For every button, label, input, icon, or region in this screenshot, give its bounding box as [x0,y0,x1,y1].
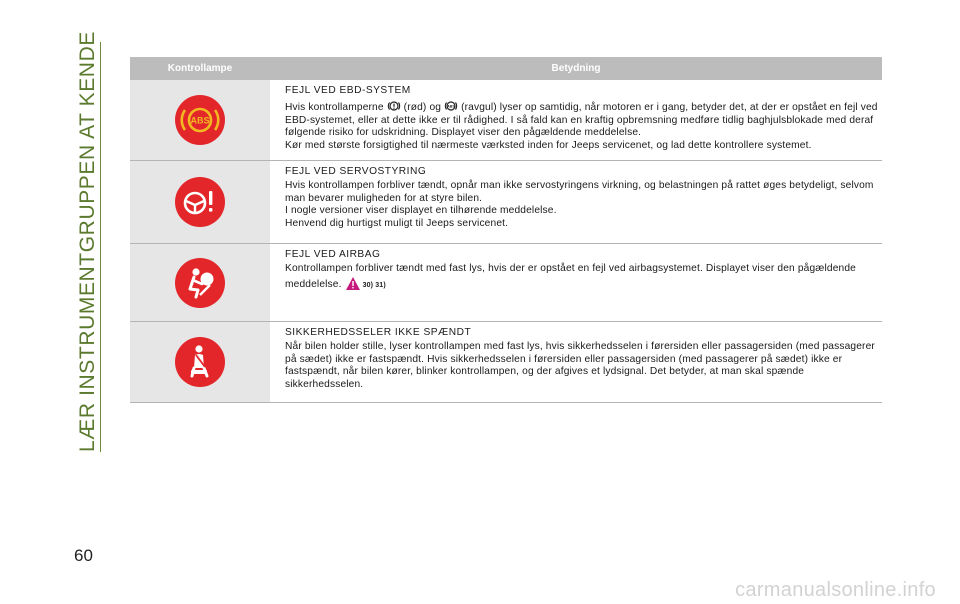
row-title: FEJL VED EBD-SYSTEM [285,85,411,96]
table-row [130,80,882,161]
abs-small-icon [444,99,458,113]
row-title: FEJL VED AIRBAG [285,249,381,260]
table-row [130,161,882,244]
column-header-betydning: Betydning [551,63,601,74]
page-number: 60 [74,546,93,565]
column-header-kontrollampe: Kontrollampe [167,63,233,74]
description-cell [270,161,882,243]
reference-numbers: 30) 31) [362,281,386,289]
row-text: Hvis kontrollampen forbliver tændt, opnår man ikke servostyringens virkning, og belastningen på rattet øges betydeligt, selvom man bevarer muligheden for at styre bilen. [285,179,874,204]
row-text: Henvend dig hurtigst muligt til Jeeps servicenet. [285,218,509,230]
row-text-part: Kontrollampen forbliver tændt med fast lys, hvis der er opstået en fejl ved airbagsystemet. Displayet viser den pågældende meddelelse. [285,262,856,290]
row-text: Når bilen holder stille, lyser kontrollampen med fast lys, hvis sikkerhedsselen i førersiden eller passagersiden (med passagerer på sædet) ikke er fastspændt. Hvis sikkerhedsselen i førersiden eller passagersiden (med passagerer på sædet) ikke er fastspændt, når bilen kører, blinker kontrollampen, og der afgives et lydsignal. Det betyder, at man skal spænde sikkerhedsselen. [285,340,875,391]
table-row [130,244,882,322]
row-text-part: Hvis kontrollamperne [285,101,384,113]
description-cell [270,80,882,160]
row-text: Kør med største forsigtighed til nærmeste værksted inden for Jeeps servicenet, og lad dette kontrollere systemet. [285,140,812,152]
description-cell [270,322,882,402]
airbag-warning-icon [174,257,226,309]
row-text-part: (rød) og [403,101,442,113]
warning-light-table [130,57,882,403]
watermark: carmanualsonline.info [735,579,936,601]
svg-text:ABS: ABS [447,104,455,109]
row-title: SIKKERHEDSSELER IKKE SPÆNDT [285,327,472,338]
warning-triangle-icon [345,276,361,291]
chapter-title: LÆR INSTRUMENTGRUPPEN AT KENDE [76,31,99,452]
icon-cell [130,244,270,321]
row-text [285,99,882,140]
power-steering-warning-icon [174,176,226,228]
description-cell [270,244,882,321]
abs-warning-icon [174,94,226,146]
row-text-part: (ravgul) lyser op samtidig, når motoren er i gang, betyder det, at der er opstået en fejl ved EBD-systemet, eller at dette ikke er til rådighed. I så fald kan en kraftig opbremsning medføre tidlig baghjulsblokade med deraf følgende risiko for udskridning. Displayet viser den pågældende meddelelse. [285,101,878,139]
row-text [285,263,882,293]
row-text: I nogle versioner viser displayet en tilhørende meddelelse. [285,205,557,217]
brake-warning-icon [387,99,401,113]
svg-text:ABS: ABS [190,115,210,126]
table-header [130,57,882,80]
icon-cell [130,161,270,243]
seatbelt-warning-icon [174,336,226,388]
icon-cell [130,80,270,160]
table-row [130,322,882,403]
row-title: FEJL VED SERVOSTYRING [285,166,427,177]
icon-cell [130,322,270,402]
